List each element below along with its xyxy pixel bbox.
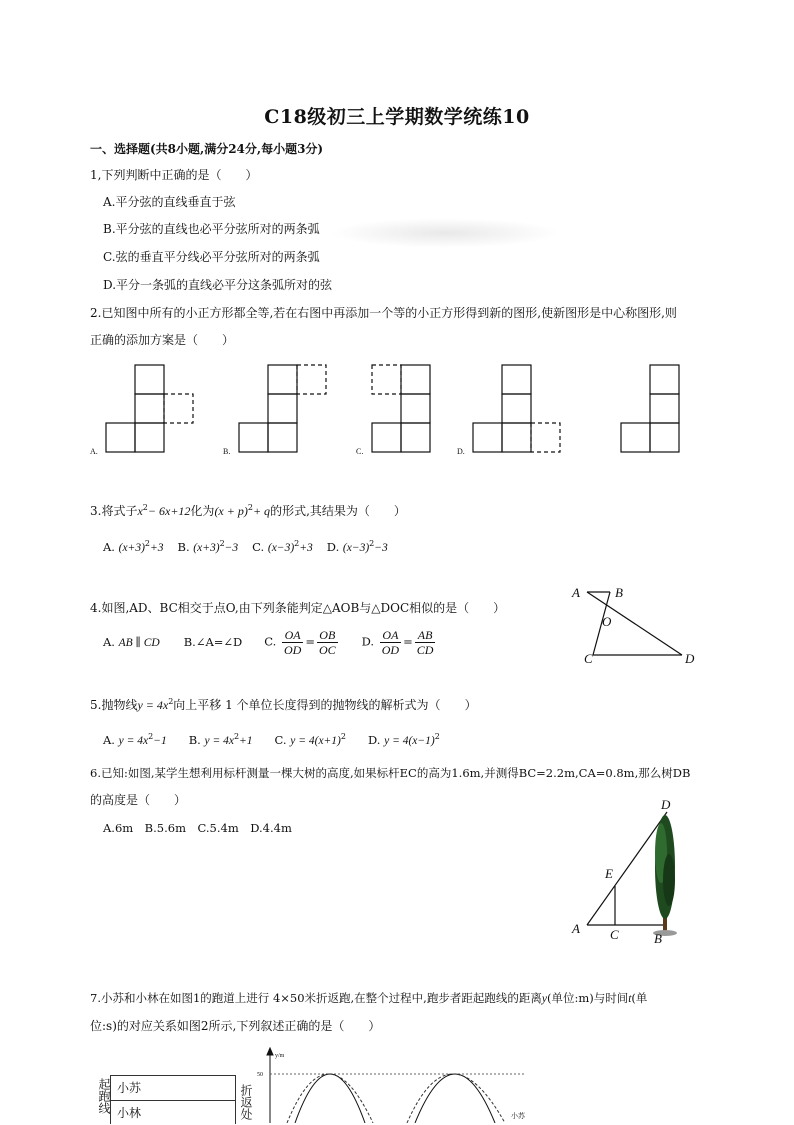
q5-options: [103, 733, 440, 747]
q7-curve-solid-2: [415, 1074, 495, 1123]
q2-figure-b: [239, 365, 326, 452]
q2-label-b: B.: [223, 447, 231, 456]
q6-options: A.6m B.5.6m C.5.4m D.4.4m: [103, 821, 292, 835]
q2-line1: 2.已知图中所有的小正方形都全等,若在右图中再添加一个等的小正方形得到新的图形,使新图形是中心称图形,则: [90, 306, 677, 320]
section-heading: 一、选择题(共8小题,满分24分,每小题3分): [90, 142, 324, 156]
q2-line2: 正确的添加方案是（ ）: [90, 333, 235, 347]
q2-label-c: C.: [356, 447, 364, 456]
q5-stem: 5.抛物线$y = 4x^2$向上平移 1 个单位长度得到的抛物线的解析式为（ ）: [90, 697, 477, 712]
q3-options: [103, 540, 523, 554]
q2-figure-a: [106, 365, 193, 452]
q7-chart: [255, 1045, 545, 1123]
q4-fig-label-o: O: [602, 614, 612, 629]
q1-option-c: C.弦的垂直平分线必平分弦所对的两条弧: [103, 250, 320, 264]
q6-fig-label-d: D: [661, 797, 671, 812]
tree-icon: [653, 815, 677, 936]
q6-fig-label-c: C: [610, 927, 619, 942]
q4-option-d: D. $\frac{OA}{OD}$ = $\frac{AB}{CD}$: [361, 627, 434, 657]
q4-options: [103, 624, 437, 660]
q7-return-label: 折返处: [239, 1084, 253, 1120]
q6-line1: 6.已知:如图,某学生想利用标杆测量一棵大树的高度,如果标杆EC的高为1.6m,并测得BC=2.2m,CA=0.8m,那么树DB: [90, 766, 691, 780]
q6-line2: 的高度是（ ）: [90, 793, 187, 807]
q1-stem: 1,下列判断中正确的是（ ）: [90, 168, 258, 182]
q4-fig-label-c: C: [584, 651, 593, 666]
q7-chart-y-arrow: [267, 1048, 273, 1055]
q2-figures: [0, 355, 794, 465]
q3-option-c: C. $(x-3)^2+3$: [252, 539, 313, 554]
q4-figure: [560, 580, 710, 675]
q3-stem: 3.将式子$x^2- 6x+12$化为$(x + p)^2+ q$的形式,其结果为（ ）: [90, 503, 406, 518]
q5-option-b: B. $y = 4x^2+1$: [188, 732, 253, 747]
q1-option-d: D.平分一条弧的直线必平分这条弧所对的弦: [103, 278, 333, 292]
q5-option-a: A. $y = 4x^2-1$: [103, 732, 167, 747]
q7-chart-legend: 小苏: [511, 1112, 525, 1120]
q4-fig-label-a: A: [572, 585, 580, 600]
q5-option-d: D. $y = 4(x-1)^2$: [367, 732, 440, 747]
q5-option-c: C. $y = 4(x+1)^2$: [274, 732, 346, 747]
q3-option-b: B. $(x+3)^2-3$: [177, 539, 239, 554]
q4-fig-label-b: B: [615, 585, 623, 600]
q4-fig-label-d: D: [685, 651, 695, 666]
q7-chart-ylabel: y/m: [275, 1053, 285, 1059]
scan-smudge: [330, 218, 560, 248]
q7-line2: 位:s)的对应关系如图2所示,下列叙述正确的是（ ）: [90, 1019, 381, 1033]
q4-option-a: A. AB ∥ CD: [103, 635, 160, 649]
q7-track-table: [110, 1075, 236, 1124]
q7-curve-dashed-2: [407, 1074, 505, 1123]
q2-label-a: A.: [90, 447, 98, 456]
q4-stem: 4.如图,AD、BC相交于点O,由下列条能判定△AOB与△DOC相似的是（ ）: [90, 601, 506, 615]
q6-fig-label-e: E: [605, 866, 613, 881]
q2-figure-original: [621, 365, 679, 452]
q6-fig-label-b: B: [654, 931, 662, 946]
q7-chart-ytick: 50: [257, 1072, 263, 1078]
q2-figure-c: [372, 365, 430, 452]
q6-fig-label-a: A: [572, 921, 580, 936]
page-title: C18级初三上学期数学统练10: [264, 106, 530, 128]
q1-option-b: B.平分弦的直线也必平分弦所对的两条弧: [103, 222, 320, 236]
q7-curve-dashed-1: [287, 1074, 373, 1123]
q4-option-b: B.∠A=∠D: [183, 635, 243, 649]
q1-option-a: A.平分弦的直线垂直于弦: [103, 195, 236, 209]
q7-line1: 7.小苏和小林在如图1的跑道上进行 4×50米折返跑,在整个过程中,跑步者距起跑线的距离y(单位:m)与时间t(单: [90, 991, 648, 1005]
q7-curve-solid-1: [295, 1074, 365, 1123]
q4-option-c: C. $\frac{OA}{OD}$ = $\frac{OB}{OC}$: [264, 627, 336, 657]
q2-figure-d: [473, 365, 560, 452]
q6-figure: [565, 795, 700, 950]
q2-label-d: D.: [457, 447, 465, 456]
q7-row-xiaolin: 小林: [117, 1106, 142, 1120]
q3-option-d: D. $(x-3)^2-3$: [326, 539, 388, 554]
q3-option-a: A. $(x+3)^2+3$: [103, 539, 164, 554]
q7-row-xiaosu: 小苏: [111, 1076, 235, 1101]
q7-start-line-label: 起跑线: [97, 1078, 111, 1114]
